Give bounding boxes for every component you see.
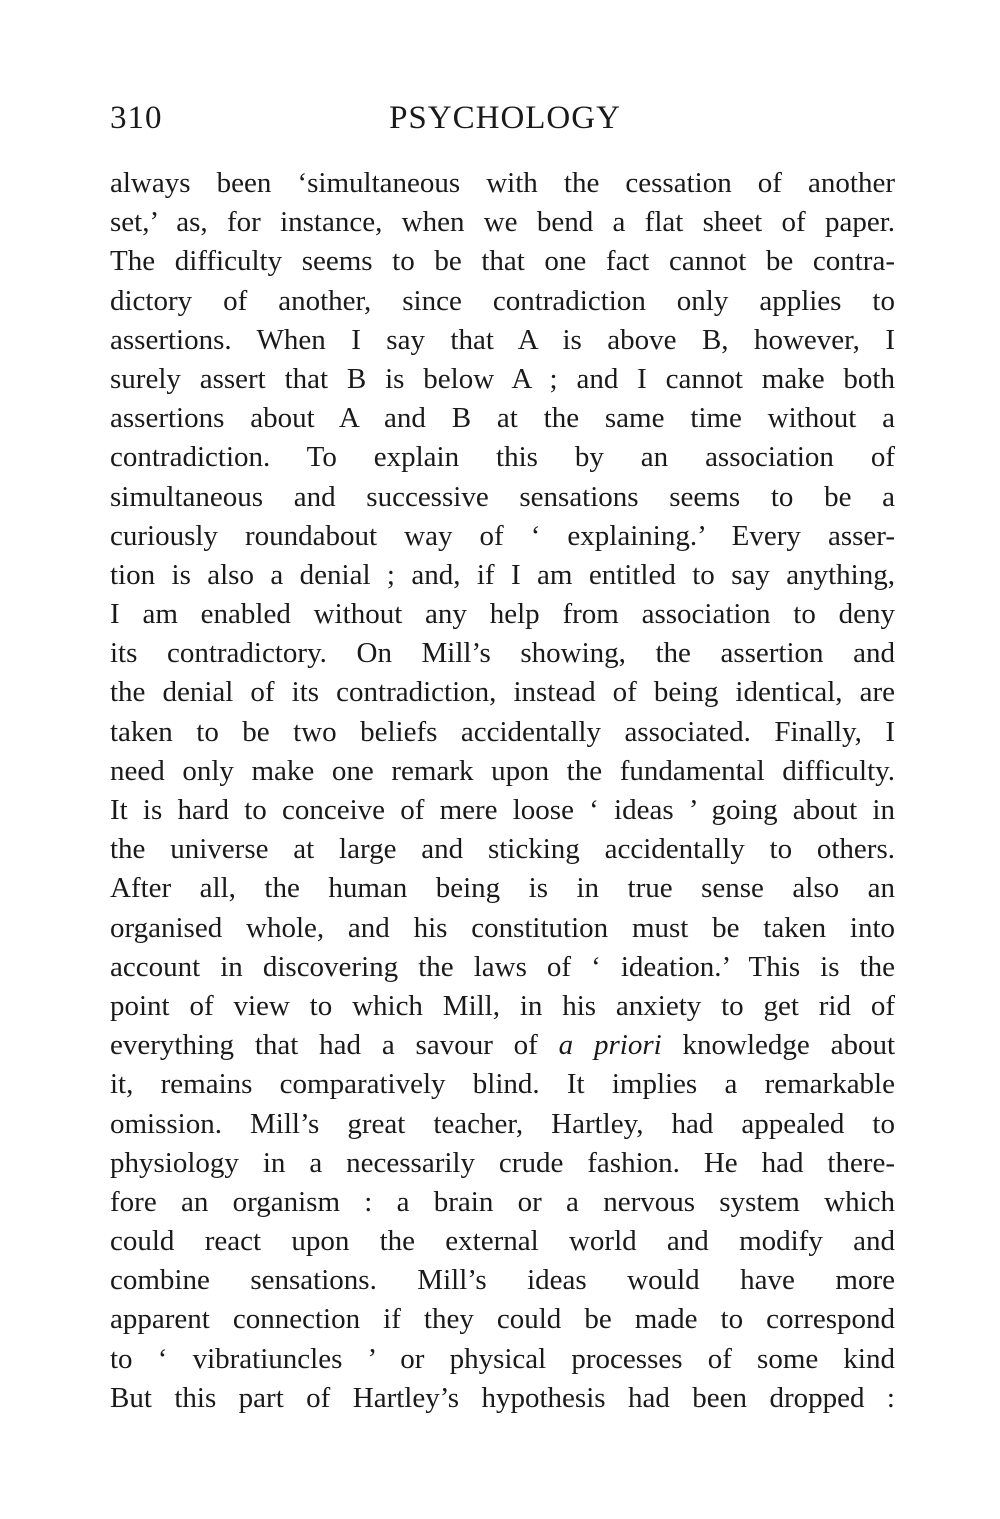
text-line: fore an organism : a brain or a nervous system which <box>110 1185 895 1218</box>
text-line: always been ‘simultaneous with the cessation of another <box>110 167 895 199</box>
running-head: PSYCHOLOGY <box>389 100 621 136</box>
body-text <box>110 164 895 1418</box>
text-line: physiology in a necessarily crude fashion. He had there- <box>110 1146 895 1179</box>
text-line: taken to be two beliefs accidentally associated. Finally, I <box>110 715 895 748</box>
text-line-with-italic <box>110 1026 895 1065</box>
text-line: surely assert that B is below A ; and I cannot make both <box>110 362 895 395</box>
text-line: it, remains comparatively blind. It implies a remarkable <box>110 1068 895 1101</box>
text-line: point of view to which Mill, in his anxiety to get rid of <box>110 989 895 1022</box>
text-line: tion is also a denial ; and, if I am entitled to say anything, <box>110 558 895 591</box>
text-line: After all, the human being is in true sense also an <box>110 872 895 905</box>
text-line: need only make one remark upon the fundamental difficulty. <box>110 754 895 787</box>
text-segment: everything that had a savour of <box>110 1029 538 1062</box>
text-line: The difficulty seems to be that one fact cannot be contra- <box>110 245 895 278</box>
text-line: It is hard to conceive of mere loose ‘ ideas ’ going about in <box>110 794 895 826</box>
text-line: could react upon the external world and modify and <box>110 1225 895 1258</box>
text-line: contradiction. To explain this by an association of <box>110 441 895 474</box>
text-line: I am enabled without any help from association to deny <box>110 598 895 631</box>
text-line: But this part of Hartley’s hypothesis had been dropped : <box>110 1381 895 1414</box>
text-line: the universe at large and sticking accidentally to others. <box>110 833 895 866</box>
text-line: assertions. When I say that A is above B, however, I <box>110 323 895 356</box>
text-line: dictory of another, since contradiction only applies to <box>110 284 895 317</box>
text-line: curiously roundabout way of ‘ explaining.’ Every asser- <box>110 519 895 552</box>
text-segment: knowledge about <box>682 1029 896 1062</box>
text-line: its contradictory. On Mill’s showing, the assertion and <box>110 637 895 670</box>
page-number: 310 <box>110 100 163 136</box>
text-line: set,’ as, for instance, when we bend a flat sheet of paper. <box>110 206 895 239</box>
text-line: apparent connection if they could be made to correspond <box>110 1303 895 1336</box>
text-line: organised whole, and his constitution must be taken into <box>110 911 895 944</box>
text-line: to ‘ vibratiuncles ’ or physical processes of some kind <box>110 1342 895 1375</box>
text-line: combine sensations. Mill’s ideas would have more <box>110 1264 895 1297</box>
text-line: assertions about A and B at the same time without a <box>110 402 895 435</box>
page-header <box>110 96 900 144</box>
text-line: account in discovering the laws of ‘ ideation.’ This is the <box>110 950 895 983</box>
text-line: the denial of its contradiction, instead of being identical, are <box>110 676 895 709</box>
text-line: simultaneous and successive sensations seems to be a <box>110 480 895 513</box>
italic-phrase: a priori <box>558 1029 662 1062</box>
text-line: omission. Mill’s great teacher, Hartley, had appealed to <box>110 1107 895 1140</box>
